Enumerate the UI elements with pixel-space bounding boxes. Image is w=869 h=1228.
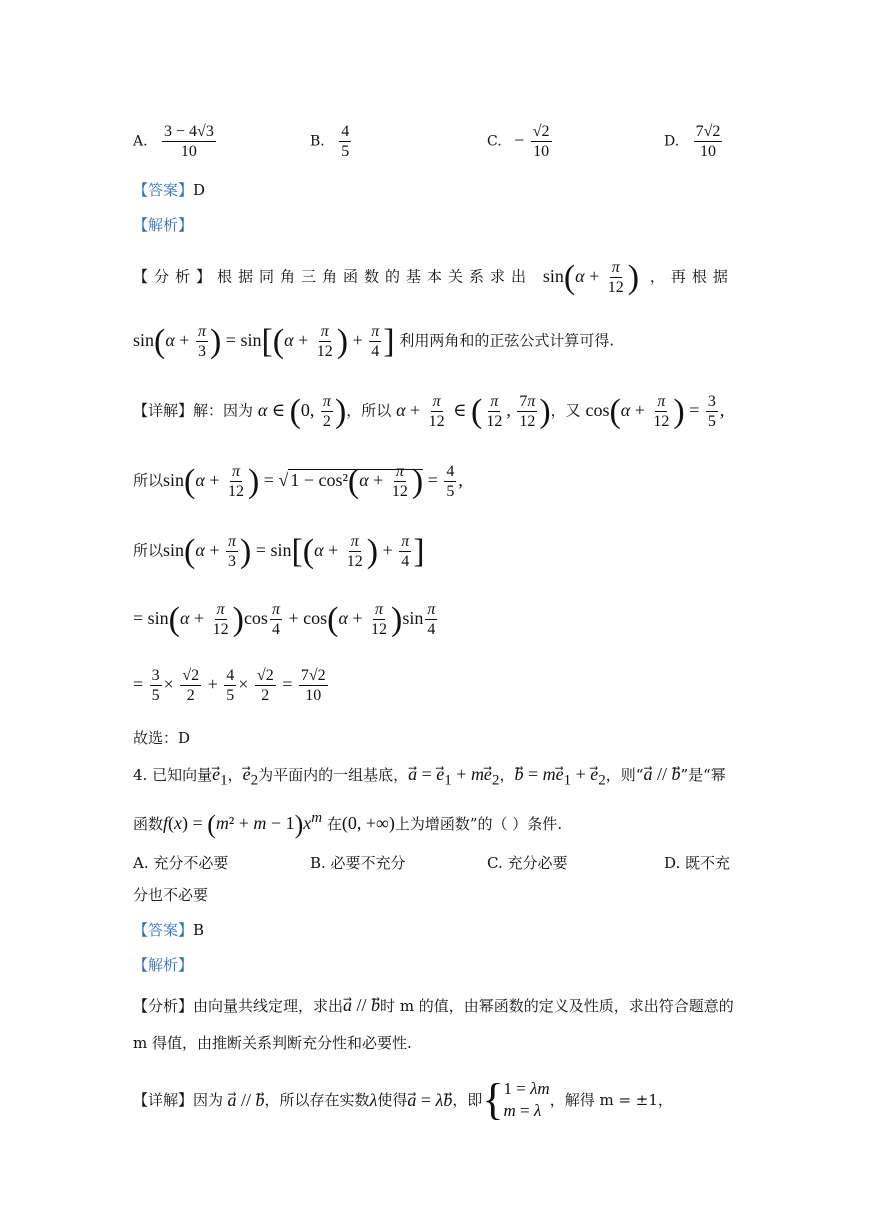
q3-analysis-heading	[133, 215, 739, 235]
q3-detail-line2: 所以sin(α + $\frac{\pi}{12}$ ) = √ 1 − cos²(α + $\frac{\pi}{12}$ ) = $\frac{4}{5}$ ,	[133, 462, 463, 500]
detail-text-q4-3: 使得	[377, 1091, 408, 1109]
q4-text-2: 为平面内的一组基底，	[258, 766, 409, 784]
option-b-denominator: 5	[341, 143, 350, 160]
fenxi-text-q4-2: 时 m 的值，由幂函数的定义及性质，求出符合题意的	[380, 997, 734, 1015]
option-b	[310, 122, 353, 161]
fenxi-text-3: 利用两角和的正弦公式计算可得.	[399, 331, 615, 350]
q4-detail-line1: 【详解】 因为 a⃗ // b ，所以存在实数 λ 使得 a⃗ = λb ，即 { 1 = λm m = λ ，解得 m = ±1，	[133, 1075, 673, 1124]
choose-text: 故选：D	[133, 729, 191, 747]
q3-detail-line3: 所以sin(α + $\frac{\pi}{3}$ ) = sin[(α + $\frac{\pi}{12}$ ) + $\frac{\pi}{4}$ ]	[133, 532, 425, 570]
q4-text-6: 在	[326, 815, 342, 833]
q4-text-5: 函数	[133, 815, 164, 833]
q4-text-4: ”是“幂	[680, 766, 726, 784]
option-a-fraction	[162, 122, 216, 161]
option-d-denominator: 10	[700, 143, 717, 160]
q3-choose	[133, 728, 739, 748]
option-a-denominator: 10	[180, 143, 197, 160]
q3-fenxi-line2: sin(α + $\frac{\pi}{3}$ ) = sin[(α + $\frac{\pi}{12}$ ) + $\frac{\pi}{4}$ ] 利用两角和的正弦公式计算可得.	[133, 322, 615, 360]
q3-answer	[133, 180, 739, 200]
q4-option-c: C. 充分必要	[487, 854, 568, 872]
option-a-label: A.	[133, 133, 148, 150]
option-b-label: B.	[310, 133, 325, 150]
answer-tag-q4: 【答案】	[133, 921, 194, 939]
q4-option-a: A. 充分不必要	[133, 854, 229, 872]
option-a	[133, 122, 218, 161]
detail-text-2: ，所以	[346, 401, 392, 420]
detail-text-3: ，又	[550, 401, 581, 420]
q4-option-b: B. 必要不充分	[310, 854, 406, 872]
q4-answer	[133, 920, 739, 940]
q4-line2: 函数$f(x) = (m^2 + m - 1)x^m$ 在(0, +∞)上为增函数”的（ ）条件.	[133, 809, 563, 839]
option-c: C. − $\frac{√2}{10}$	[487, 123, 550, 160]
q4-fenxi-line1: 【分析】由向量共线定理，求出a⃗ // b时 m 的值，由幂函数的定义及性质，求出符合题意的	[133, 995, 734, 1015]
answer-value: D	[193, 181, 206, 199]
analysis-tag: 【解析】	[133, 216, 194, 234]
suoyi-text: 所以	[133, 471, 164, 490]
q4-analysis-heading	[133, 955, 739, 975]
detail-text-q4-5: ，解得 m = ±1，	[549, 1091, 673, 1109]
suoyi-text-2: 所以	[133, 541, 164, 560]
detail-text-q4: 因为	[193, 1091, 224, 1109]
answer-tag: 【答案】	[133, 181, 194, 199]
option-a-numerator: 3 − 4√3	[164, 123, 214, 140]
fenxi-text-q4-3: m 得值，由推断关系判断充分性和必要性.	[133, 1034, 412, 1052]
option-d-numerator: 7√2	[695, 123, 721, 140]
option-b-numerator: 4	[341, 123, 350, 140]
option-c-fraction	[531, 122, 552, 161]
q4-text-7: 上为增函数”的（ ）条件.	[394, 815, 563, 833]
answer-value-q4: B	[193, 921, 205, 939]
option-d	[664, 122, 724, 161]
q4-option-d: D. 既不充	[664, 854, 731, 872]
q4-text-3: ，则“	[605, 766, 644, 784]
option-d-label: D.	[664, 133, 680, 150]
q4-text-1: 4. 已知向量	[133, 766, 213, 784]
option-b-fraction	[339, 122, 351, 161]
q3-detail-line5: = $\frac{3}{5}$ × $\frac{√2}{2}$ + $\frac{4}{5}$ × $\frac{√2}{2}$ = $\frac{7√2}{10}$	[133, 667, 326, 704]
option-c-label: C.	[487, 133, 502, 150]
q3-fenxi-line1: 【分析】根据同角三角函数的基本关系求出 sin(α + $\frac{\pi}{12}$ ) ，再根据	[133, 258, 734, 296]
detail-text-q4-2: ，所以存在实数	[264, 1091, 370, 1109]
option-c-numerator: √2	[532, 123, 550, 140]
q4-fenxi-line2	[133, 1033, 739, 1053]
q4-line1: 4. 已知向量$e_1$，$e_2$为平面内的一组基底，a⃗ = $e_1 + me_2$，b⃗ = $me_1 + e_2$，则“a⃗ // b”是“幂	[133, 764, 726, 789]
fenxi-tag-q4: 【分析】	[133, 997, 194, 1015]
fenxi-tag: 【分析】	[133, 267, 218, 286]
analysis-tag-q4: 【解析】	[133, 956, 194, 974]
detail-text: 解：因为	[193, 401, 254, 420]
q3-detail-line4: = sin(α + $\frac{\pi}{12}$ )cos $\frac{\pi}{4}$ + cos(α + $\frac{\pi}{12}$ )sin $\frac{\pi}{4}$	[133, 600, 436, 638]
detail-tag-q4: 【详解】	[133, 1091, 194, 1109]
q3-detail-line1: 【详解】解：因为 α ∈ (0, $\frac{\pi}{2}$ )，所以 α + $\frac{\pi}{12}$ ∈ ( $\frac{\pi}{12}$ , $\frac{7\pi}{12}$ )，又 cos(α + $\frac{\pi}{12}$ ) = $\frac{3}{5}$ ,	[133, 392, 725, 430]
fenxi-text: 根据同角三角函数的基本关系求出	[217, 267, 533, 286]
option-c-denominator: 10	[533, 143, 550, 160]
fenxi-text-q4: 由向量共线定理，求出	[193, 997, 344, 1015]
q4-option-d-cont: 分也不必要	[133, 886, 209, 904]
detail-text-q4-4: ，即	[452, 1091, 483, 1109]
detail-tag: 【详解】	[133, 401, 194, 420]
fenxi-text-2: ，再根据	[649, 267, 734, 286]
option-d-fraction	[694, 122, 723, 161]
